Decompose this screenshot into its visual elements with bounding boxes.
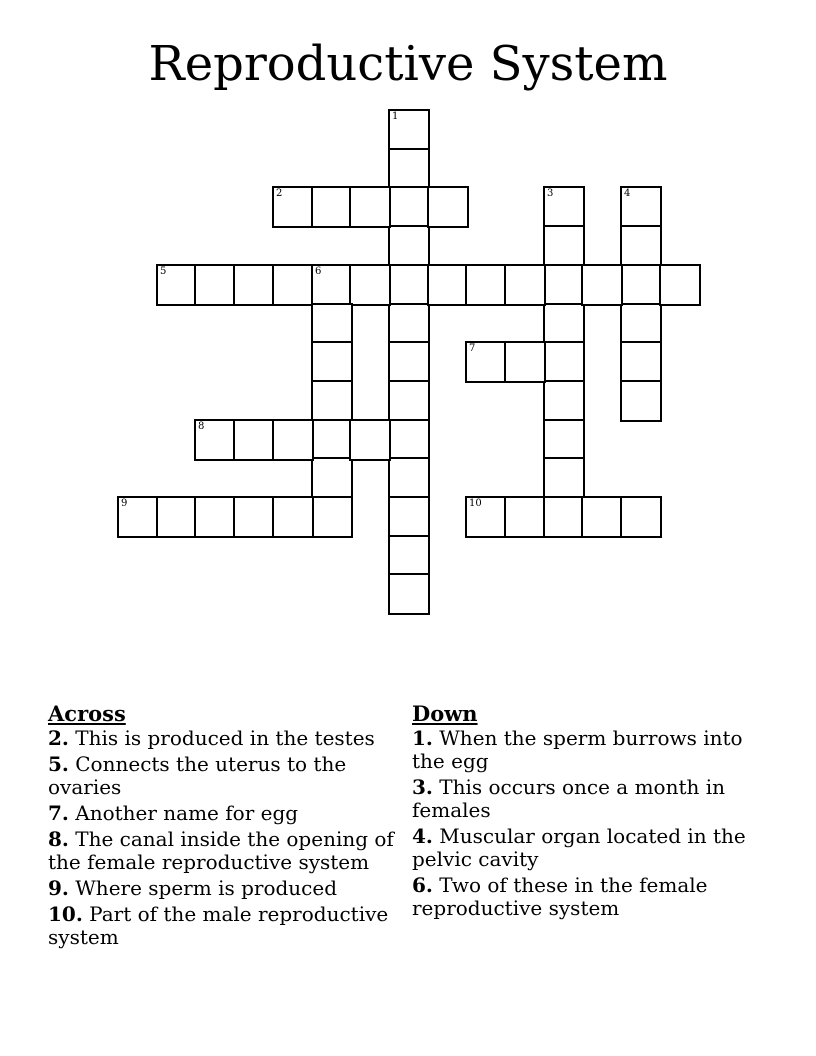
clue-number: 9. (48, 876, 69, 900)
grid-cell[interactable] (620, 186, 662, 228)
clue-number: 5. (48, 752, 69, 776)
grid-cell[interactable] (620, 225, 662, 267)
cell-number: 8 (198, 421, 205, 432)
grid-cell[interactable] (349, 264, 391, 306)
clue-number: 3. (412, 775, 433, 799)
clue-number: 6. (412, 873, 433, 897)
clue-text: Another name for egg (75, 801, 299, 825)
clue-text: Muscular organ located in the pelvic cavity (412, 824, 746, 871)
grid-cell[interactable] (543, 496, 585, 538)
clue-text: Where sperm is produced (75, 876, 338, 900)
clue-text: This occurs once a month in females (412, 775, 726, 822)
grid-cell[interactable] (233, 419, 275, 461)
clue-text: Part of the male reproductive system (48, 902, 389, 949)
grid-cell[interactable] (349, 186, 391, 228)
grid-cell[interactable] (388, 457, 430, 499)
grid-cell[interactable] (194, 264, 236, 306)
grid-cell[interactable] (311, 341, 353, 383)
down-clue (412, 727, 764, 773)
grid-cell[interactable] (504, 341, 546, 383)
down-clue (412, 874, 764, 920)
across-clue (48, 828, 400, 874)
grid-cell[interactable] (388, 496, 430, 538)
cell-number: 10 (469, 498, 482, 509)
grid-cell[interactable] (465, 341, 507, 383)
cell-number: 7 (469, 343, 476, 354)
grid-cell[interactable] (465, 496, 507, 538)
down-clues (412, 702, 764, 923)
across-clues (48, 702, 400, 952)
grid-cell[interactable] (233, 496, 275, 538)
down-clue (412, 776, 764, 822)
clue-text: Connects the uterus to the ovaries (48, 752, 347, 799)
grid-cell[interactable] (117, 496, 159, 538)
clue-number: 7. (48, 801, 69, 825)
clue-number: 2. (48, 726, 69, 750)
grid-cell[interactable] (156, 496, 198, 538)
clue-number: 8. (48, 827, 69, 851)
grid-cell[interactable] (156, 264, 198, 306)
grid-cell[interactable] (543, 380, 585, 422)
grid-cell[interactable] (543, 225, 585, 267)
clue-text: This is produced in the testes (75, 726, 375, 750)
grid-cell[interactable] (427, 264, 469, 306)
down-clue-list (412, 727, 764, 920)
down-clue (412, 825, 764, 871)
grid-cell[interactable] (311, 186, 353, 228)
grid-cell[interactable] (272, 496, 314, 538)
grid-cell[interactable] (388, 419, 430, 461)
cell-number: 3 (547, 188, 554, 199)
grid-cell[interactable] (581, 264, 623, 306)
across-clue (48, 802, 400, 825)
grid-cell[interactable] (543, 186, 585, 228)
grid-cell[interactable] (504, 264, 546, 306)
clue-text: Two of these in the female reproductive system (412, 873, 708, 920)
cell-number: 6 (315, 266, 322, 277)
cell-number: 1 (392, 111, 399, 122)
grid-cell[interactable] (272, 186, 314, 228)
across-heading: Across (48, 701, 126, 726)
grid-cell[interactable] (388, 109, 430, 151)
grid-cell[interactable] (194, 496, 236, 538)
grid-cell[interactable] (194, 419, 236, 461)
grid-cell[interactable] (543, 264, 585, 306)
grid-cell[interactable] (543, 457, 585, 499)
grid-cell[interactable] (311, 380, 353, 422)
grid-cell[interactable] (427, 186, 469, 228)
grid-cell[interactable] (272, 264, 314, 306)
grid-cell[interactable] (388, 186, 430, 228)
grid-cell[interactable] (388, 225, 430, 267)
grid-cell[interactable] (388, 264, 430, 306)
across-clue (48, 903, 400, 949)
grid-cell[interactable] (388, 380, 430, 422)
cell-number: 9 (121, 498, 128, 509)
cell-number: 5 (160, 266, 167, 277)
grid-cell[interactable] (620, 303, 662, 345)
grid-cell[interactable] (349, 419, 391, 461)
grid-cell[interactable] (233, 264, 275, 306)
grid-cell[interactable] (543, 303, 585, 345)
clue-number: 4. (412, 824, 433, 848)
grid-cell[interactable] (465, 264, 507, 306)
clue-text: When the sperm burrows into the egg (412, 726, 743, 773)
clue-number: 10. (48, 902, 83, 926)
grid-cell[interactable] (311, 264, 353, 306)
grid-cell[interactable] (388, 535, 430, 577)
across-clue (48, 753, 400, 799)
grid-cell[interactable] (504, 496, 546, 538)
grid-cell[interactable] (620, 341, 662, 383)
grid-cell[interactable] (388, 303, 430, 345)
page-title: Reproductive System (148, 36, 668, 92)
grid-cell[interactable] (543, 341, 585, 383)
grid-cell[interactable] (311, 457, 353, 499)
clue-text: The canal inside the opening of the female reproductive system (48, 827, 394, 874)
grid-cell[interactable] (388, 148, 430, 190)
grid-cell[interactable] (659, 264, 701, 306)
across-clue (48, 727, 400, 750)
grid-cell[interactable] (311, 496, 353, 538)
down-heading: Down (412, 701, 478, 726)
clue-number: 1. (412, 726, 433, 750)
cell-number: 4 (624, 188, 631, 199)
grid-cell[interactable] (620, 380, 662, 422)
across-clue-list (48, 727, 400, 949)
grid-cell[interactable] (620, 264, 662, 306)
cell-number: 2 (276, 188, 283, 199)
grid-cell[interactable] (543, 419, 585, 461)
grid-cell[interactable] (311, 419, 353, 461)
grid-cell[interactable] (272, 419, 314, 461)
across-clue (48, 877, 400, 900)
grid-cell[interactable] (311, 303, 353, 345)
grid-cell[interactable] (388, 341, 430, 383)
grid-cell[interactable] (388, 573, 430, 615)
grid-cell[interactable] (581, 496, 623, 538)
grid-cell[interactable] (620, 496, 662, 538)
